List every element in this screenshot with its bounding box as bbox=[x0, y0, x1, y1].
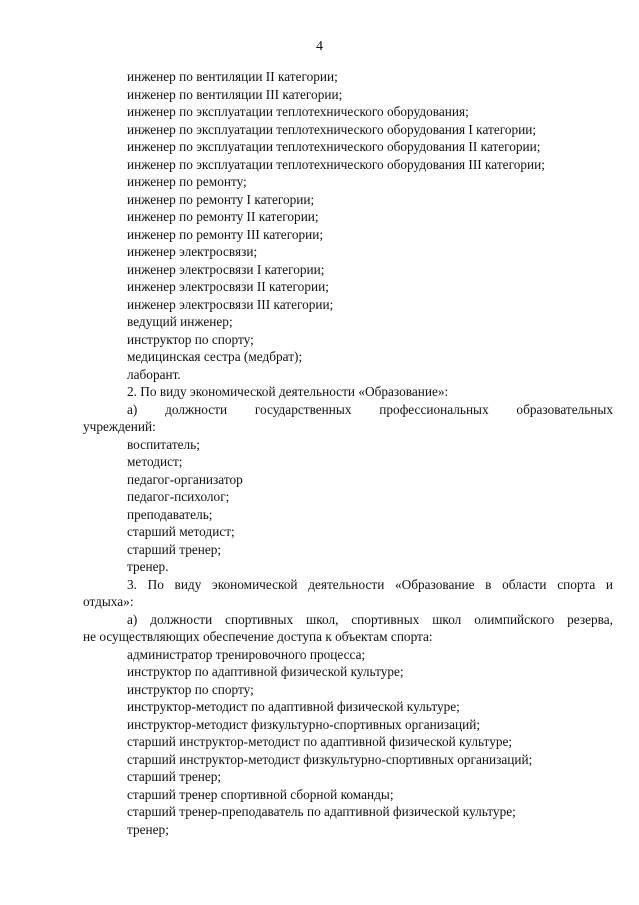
text-line: методист; bbox=[127, 454, 183, 469]
page-number: 4 bbox=[316, 39, 323, 54]
text-line: старший инструктор-методист физкультурно-спортивных организаций; bbox=[127, 751, 533, 767]
text-line: старший тренер спортивной сборной команды; bbox=[127, 786, 394, 802]
text-line: инструктор-методист физкультурно-спортивных организаций; bbox=[127, 716, 481, 732]
text-line: инженер по ремонту I категории; bbox=[127, 191, 315, 207]
text-line: инструктор по спорту; bbox=[127, 331, 254, 347]
text-line: инженер по эксплуатации теплотехнического оборудования; bbox=[127, 104, 469, 119]
text-line: не осуществляющих обеспечение доступа к объектам спорта: bbox=[83, 629, 433, 644]
text-line: лаборант. bbox=[127, 366, 181, 382]
text-line: инженер по эксплуатации теплотехнического оборудования III категории; bbox=[127, 156, 545, 172]
text-line: медицинская сестра (медбрат); bbox=[127, 349, 303, 364]
text-line: старший тренер; bbox=[127, 769, 222, 784]
document-body bbox=[83, 68, 613, 838]
text-line: старший тренер; bbox=[127, 541, 222, 557]
text-line: инженер по ремонту III категории; bbox=[127, 226, 324, 242]
text-line: инженер по ремонту; bbox=[127, 174, 247, 189]
text-line: педагог-психолог; bbox=[127, 489, 230, 504]
text-line: инженер электросвязи I категории; bbox=[127, 261, 325, 277]
text-line: инженер электросвязи II категории; bbox=[127, 279, 329, 294]
text-line: администратор тренировочного процесса; bbox=[127, 646, 366, 662]
text-line: тренер. bbox=[127, 559, 169, 574]
text-line: инструктор по спорту; bbox=[127, 681, 254, 697]
text-line: инженер электросвязи III категории; bbox=[127, 296, 334, 312]
text-line: инструктор-методист по адаптивной физической культуре; bbox=[127, 699, 460, 714]
text-line: воспитатель; bbox=[127, 436, 200, 452]
text-line: инженер по вентиляции II категории; bbox=[127, 69, 338, 84]
text-line: инженер по эксплуатации теплотехнического оборудования I категории; bbox=[127, 121, 537, 137]
text-line: 2. По виду экономической деятельности «Образование»: bbox=[127, 384, 449, 399]
text-line: старший тренер-преподаватель по адаптивной физической культуре; bbox=[127, 804, 516, 819]
text-line: а) должности спортивных школ, спортивных школ олимпийского резерва, bbox=[127, 611, 613, 627]
text-line: инженер по эксплуатации теплотехнического оборудования II категории; bbox=[127, 139, 541, 154]
text-line: учреждений: bbox=[83, 419, 156, 434]
text-line: инструктор по адаптивной физической культуре; bbox=[127, 664, 404, 679]
text-line: преподаватель; bbox=[127, 506, 213, 522]
text-line: 3. По виду экономической деятельности «Образование в области спорта и bbox=[127, 576, 613, 592]
text-line: тренер; bbox=[127, 821, 169, 837]
text-line: старший методист; bbox=[127, 524, 235, 539]
text-line: отдыха»: bbox=[83, 594, 134, 609]
text-line: инженер по ремонту II категории; bbox=[127, 209, 319, 224]
text-line: старший инструктор-методист по адаптивной физической культуре; bbox=[127, 734, 513, 749]
text-line: ведущий инженер; bbox=[127, 314, 233, 329]
text-line: а) должности государственных профессиональных образовательных bbox=[127, 401, 613, 417]
text-line: инженер по вентиляции III категории; bbox=[127, 86, 343, 102]
text-line: инженер электросвязи; bbox=[127, 244, 258, 259]
text-line: педагог-организатор bbox=[127, 471, 243, 487]
